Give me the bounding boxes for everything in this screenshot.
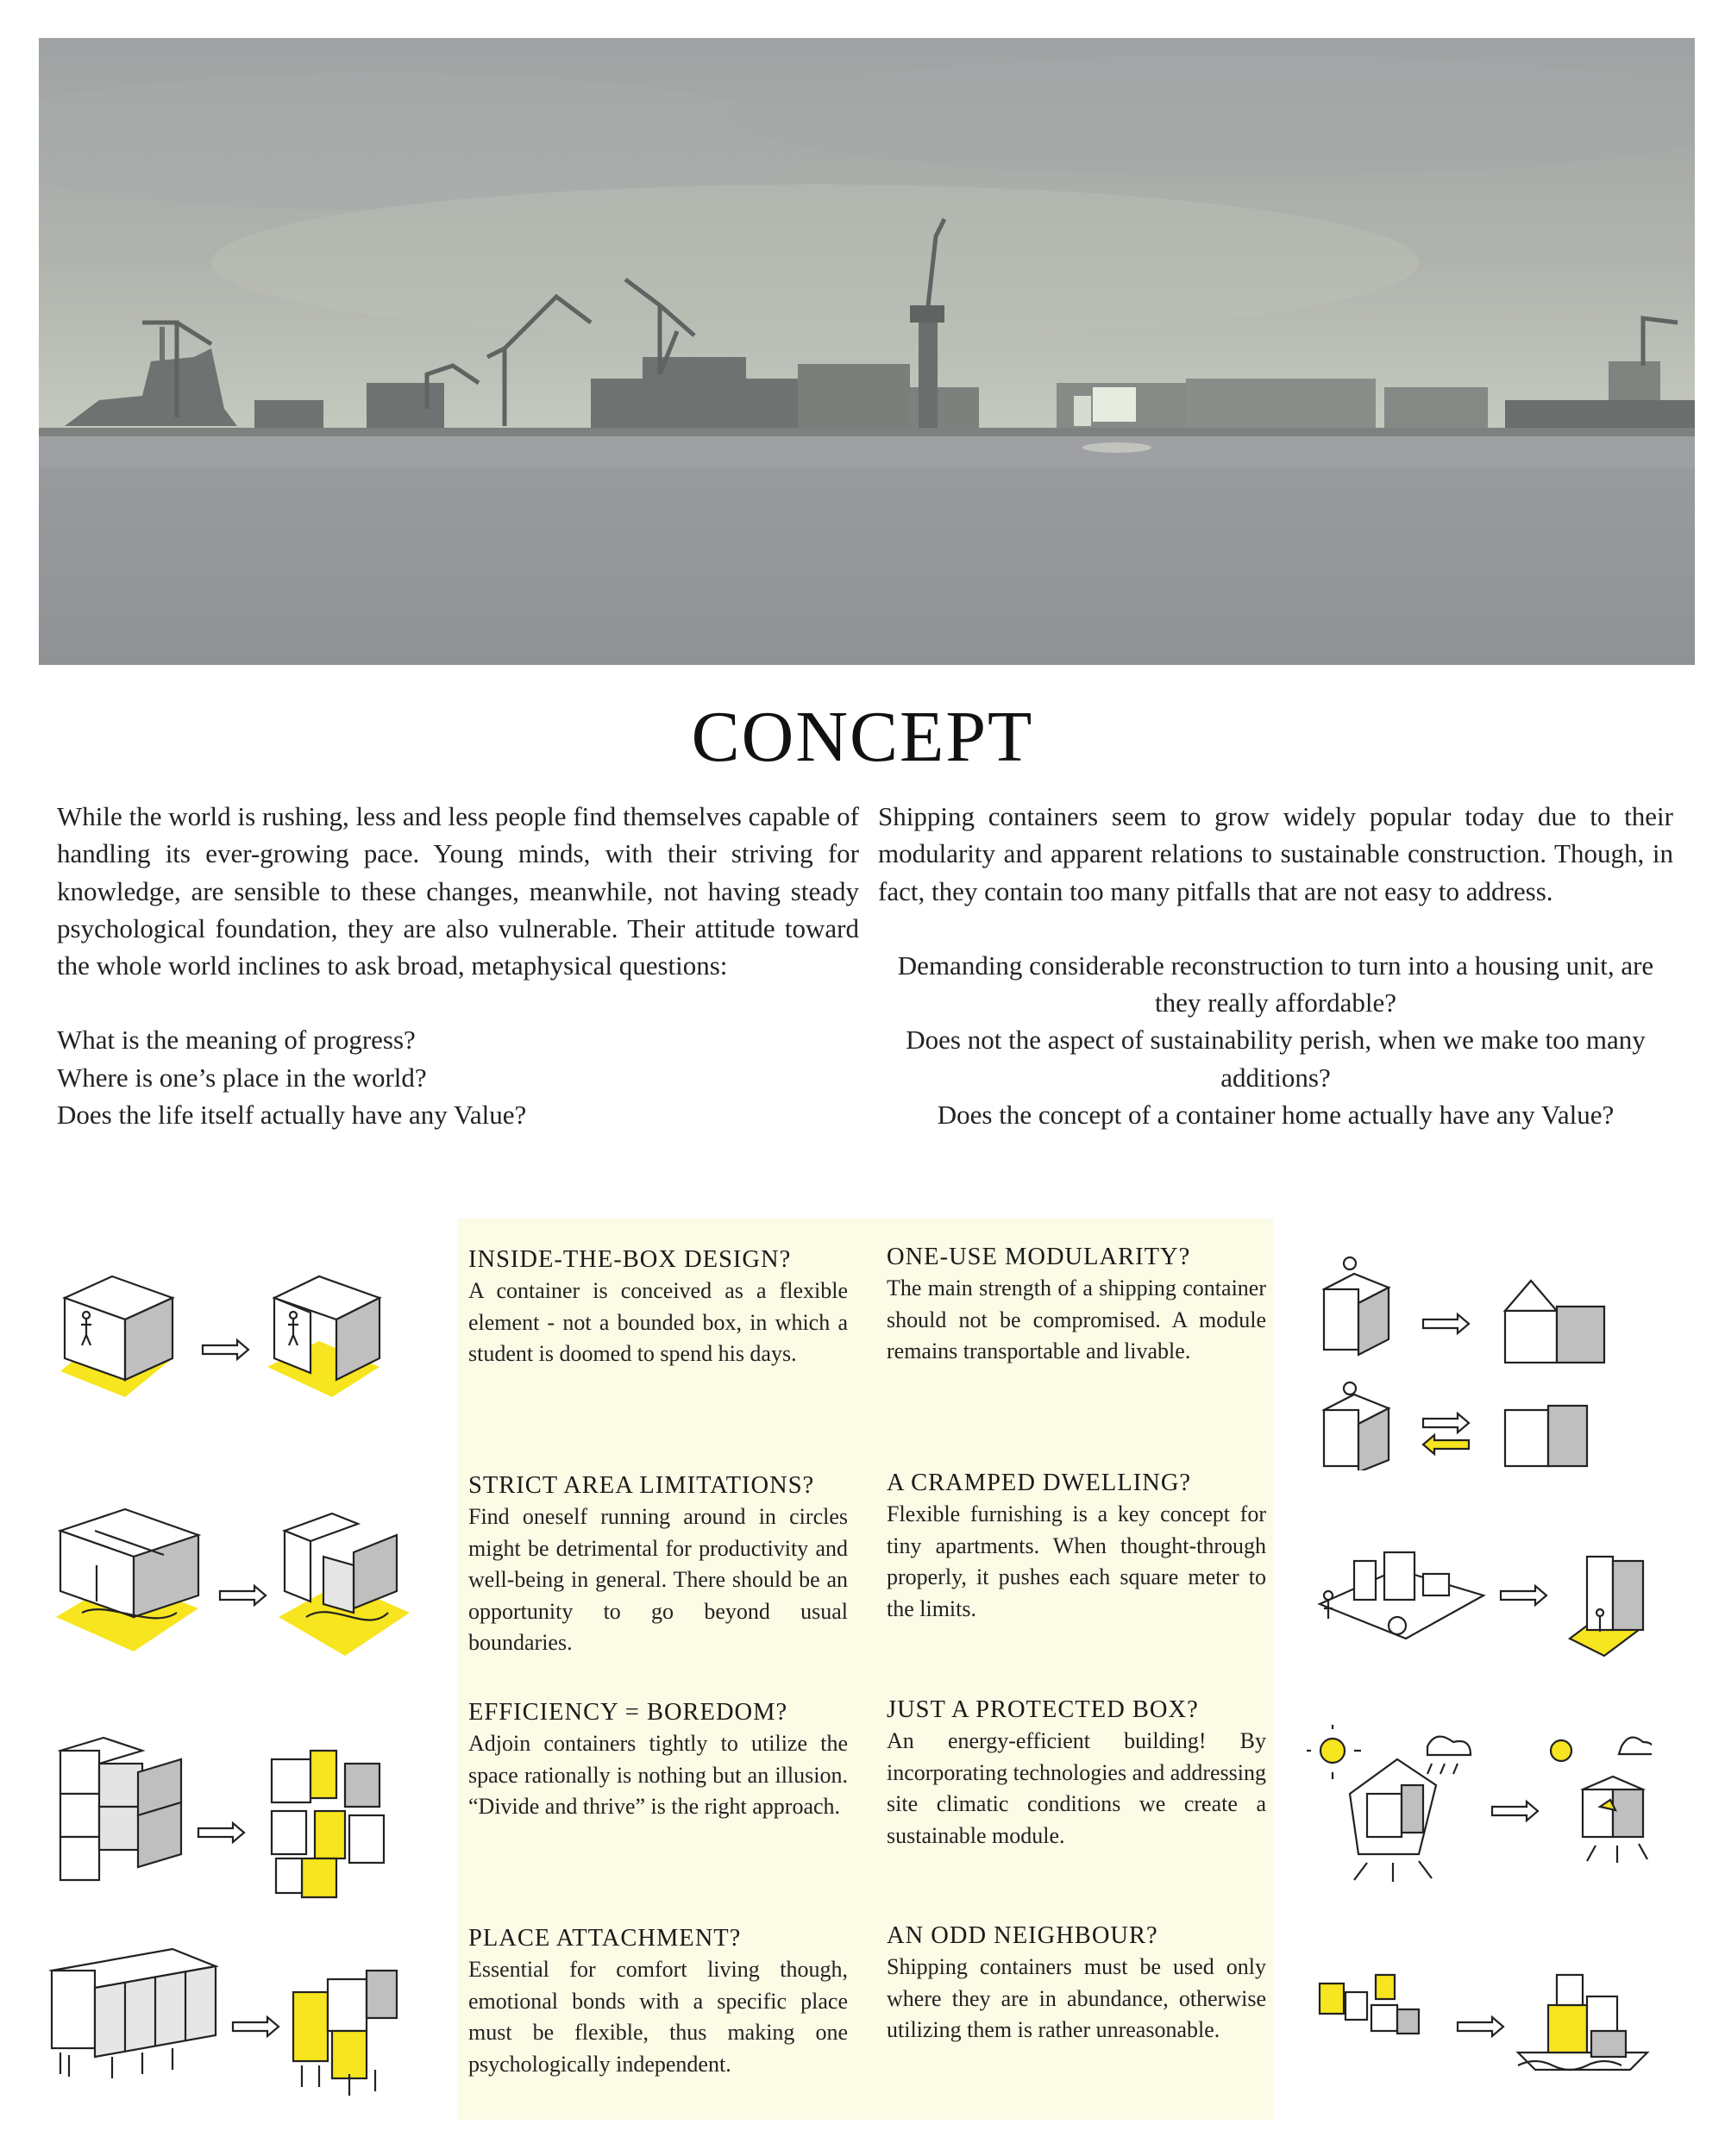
- page-title: CONCEPT: [691, 697, 1034, 777]
- concept-block-cramped-dwelling: [887, 1468, 1266, 1625]
- intro-left-paragraph: While the world is rushing, less and less people find themselves capable of handling its ever-growing pace. Young minds, with their striving for knowledge, are sensible to these changes, meanwhile, not having steady psychological foundation, they are also vulnerable. Their attitude toward the whole world inclines to ask broad, metaphysical questions:: [57, 801, 859, 981]
- block-text: Find oneself running around in circles might be detrimental for productivity and well-being in general. There should be an opportunity to go beyond usual boundaries.: [468, 1504, 848, 1655]
- intro-right-question-3: Does the concept of a container home actually have any Value?: [937, 1100, 1615, 1131]
- sketch-box-unfolding: [52, 1259, 397, 1423]
- block-heading: AN ODD NEIGHBOUR?: [887, 1922, 1158, 1949]
- sketch-energy-efficient: [1307, 1725, 1652, 1889]
- concept-block-protected-box: [887, 1695, 1266, 1852]
- block-text: Essential for comfort living though, emotional bonds with a specific place must be flexible, thus making one psychologically independent.: [468, 1957, 848, 2077]
- intro-right-question-2: Does not the aspect of sustainability perish, when we make too many additions?: [906, 1025, 1646, 1093]
- sketch-place-attachment: [43, 1945, 405, 2100]
- intro-question-2: Where is one’s place in the world?: [57, 1062, 427, 1093]
- hero-shipyard-panorama: [39, 38, 1695, 665]
- block-text: Flexible furnishing is a key concept for tiny apartments. When thought-through properly, it pushes each square meter to the limits.: [887, 1501, 1266, 1621]
- block-heading: A CRAMPED DWELLING?: [887, 1470, 1192, 1496]
- block-heading: ONE-USE MODULARITY?: [887, 1244, 1191, 1270]
- concept-block-inside-the-box: [468, 1244, 848, 1370]
- block-text: An energy-efficient building! By incorporating technologies and addressing site climatic conditions we create a sustainable module.: [887, 1728, 1266, 1848]
- concept-block-efficiency: [468, 1697, 848, 1823]
- intro-left-column: [57, 798, 859, 1133]
- block-text: The main strength of a shipping container should not be compromised. A module remains transportable and livable.: [887, 1275, 1266, 1363]
- block-text: A container is conceived as a flexible element - not a bounded box, in which a student is doomed to spend his days.: [468, 1278, 848, 1366]
- sketch-transportable-module: [1307, 1246, 1652, 1470]
- block-text: Shipping containers must be used only where they are in abundance, otherwise utilizing them is rather unreasonable.: [887, 1954, 1266, 2042]
- sketch-odd-neighbour: [1302, 1958, 1656, 2078]
- block-heading: PLACE ATTACHMENT?: [468, 1925, 742, 1952]
- concept-block-one-use-modularity: [887, 1242, 1266, 1368]
- sketch-area-limitations: [47, 1505, 410, 1669]
- concept-block-strict-area: [468, 1470, 848, 1659]
- sketch-stacked-containers: [52, 1733, 414, 1906]
- intro-right-column: [878, 798, 1673, 1133]
- block-heading: JUST A PROTECTED BOX?: [887, 1696, 1199, 1723]
- block-heading: EFFICIENCY = BOREDOM?: [468, 1699, 788, 1726]
- block-heading: INSIDE-THE-BOX DESIGN?: [468, 1246, 792, 1273]
- intro-right-paragraph: Shipping containers seem to grow widely popular today due to their modularity and apparent relations to sustainable construction. Though, in fact, they contain too many pitfalls that are not easy to address.: [878, 801, 1673, 906]
- sketch-flexible-furnishing: [1302, 1526, 1656, 1664]
- concept-block-odd-neighbour: [887, 1921, 1266, 2046]
- block-text: Adjoin containers tightly to utilize the space rationally is nothing but an illusion. “Divide and thrive” is the right approach.: [468, 1731, 848, 1819]
- concept-block-place-attachment: [468, 1923, 848, 2080]
- intro-question-1: What is the meaning of progress?: [57, 1025, 416, 1056]
- intro-right-question-1: Demanding considerable reconstruction to turn into a housing unit, are they really affordable?: [897, 950, 1654, 1018]
- intro-question-3: Does the life itself actually have any Value?: [57, 1100, 527, 1131]
- block-heading: STRICT AREA LIMITATIONS?: [468, 1472, 815, 1499]
